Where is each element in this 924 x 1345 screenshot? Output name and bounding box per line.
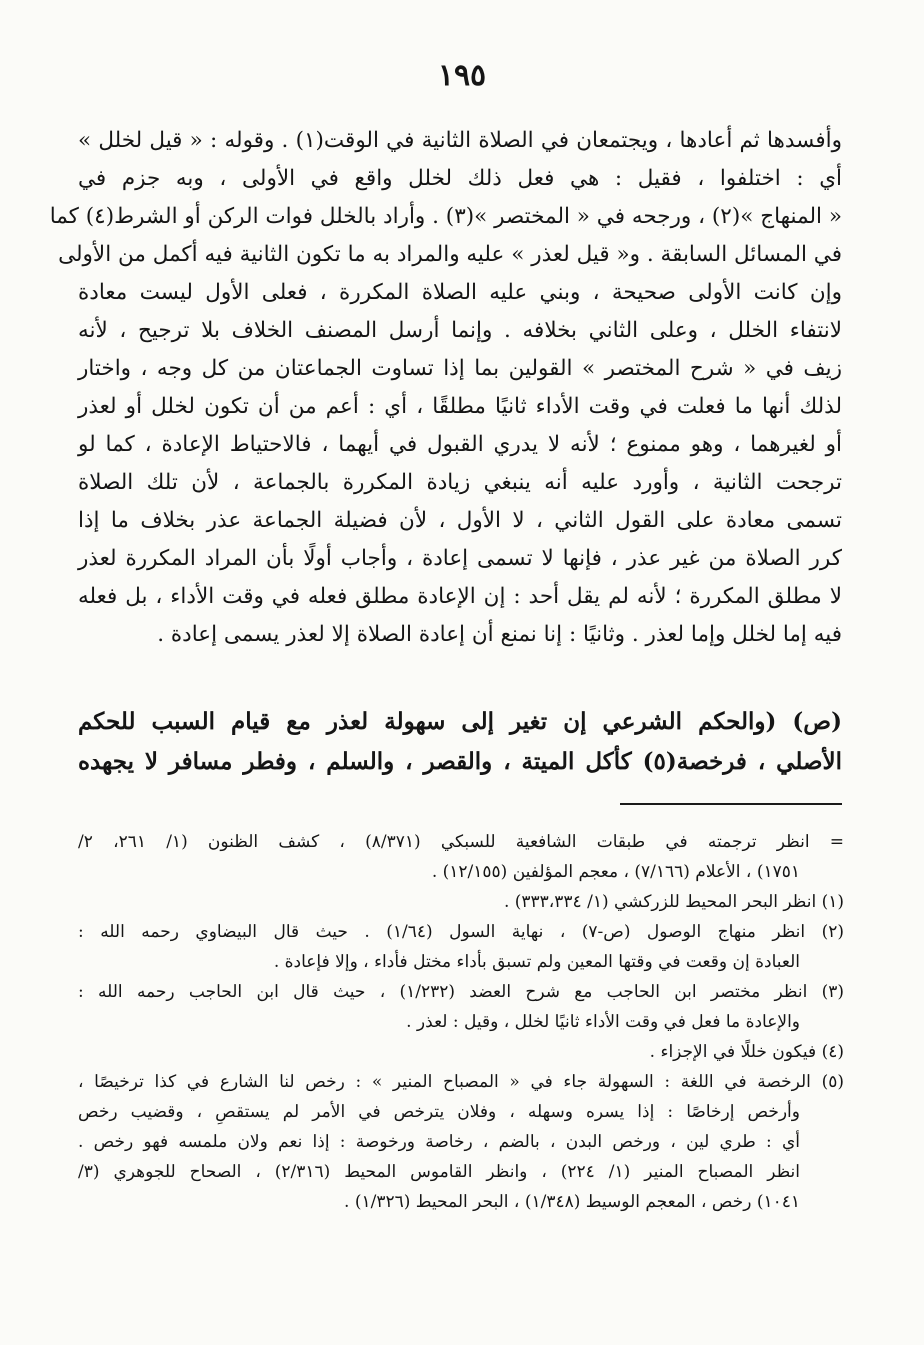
body-line: تسمى معادة على القول الثاني ، لا الأول ، لأن فضيلة الجماعة عذر بخلاف ما إذا	[78, 508, 842, 533]
footnote-line: العبادة إن وقعت في وقتها المعين ولم تسبق بأداء مختل فأداء ، وإلا فإعادة .	[273, 952, 800, 972]
page-number: ١٩٥	[437, 58, 487, 93]
body-line: « المنهاج »(٢) ، ورجحه في « المختصر »(٣) . وأراد بالخلل فوات الركن أو الشرط(٤) كما	[49, 204, 842, 229]
body-line: في المسائل السابقة . و« قيل لعذر » عليه والمراد به ما تكون الثانية فيه أكمل من الأولى	[58, 242, 842, 267]
footnotes	[78, 827, 844, 1217]
footnote-line: (١) انظر البحر المحيط للزركشي (١/ ٣٣٣،٣٣٤) .	[503, 892, 844, 912]
body-line: لا مطلق المكررة ؛ لأنه لم يقل أحد : إن الإعادة مطلق فعله في وقت الأداء ، بل فعله	[78, 584, 842, 609]
body-line: أو لغيرهما ، وهو ممنوع ؛ لأنه لا يدري القبول في أيهما ، فالاحتياط الإعادة ، كما لو	[78, 432, 842, 457]
footnote-line: وأرخص إرخاصًا : إذا يسره وسهله ، وفلان يترخص في الأمر لم يستقصِ ، وقضيب رخص	[78, 1102, 800, 1122]
footnote-line: (٥) الرخصة في اللغة : السهولة جاء في « المصباح المنير » : رخص لنا الشارع في كذا ترخيصًا ،	[78, 1072, 844, 1092]
footnote-line: (٣) انظر مختصر ابن الحاجب مع شرح العضد (١/٢٣٢) ، حيث قال ابن الحاجب رحمه الله :	[78, 982, 845, 1002]
footnote-line: أي : طري لين ، ورخص البدن ، بالضم ، رخاصة ورخوصة : إذا نعم ولان ملمسه فهو رخص .	[78, 1132, 800, 1152]
body-line: زيف في « شرح المختصر » القولين بما إذا تساوت الجماعتان من كل وجه ، واختار	[78, 356, 842, 381]
matn-line: (ص) (والحكم الشرعي إن تغير إلى سهولة لعذر مع قيام السبب للحكم	[78, 708, 842, 735]
body-line: كرر الصلاة من غير عذر ، فإنها لا تسمى إعادة ، وأجاب أولًا بأن المراد المكررة لعذر	[78, 546, 842, 571]
footnote-line: ١٧٥١) ، الأعلام (٧/١٦٦) ، معجم المؤلفين (١٢/١٥٥) .	[431, 862, 800, 882]
footnote-line: والإعادة ما فعل في وقت الأداء ثانيًا لخلل ، وقيل : لعذر .	[406, 1012, 800, 1032]
footnote-line: (٢) انظر منهاج الوصول (ص-٧) ، نهاية السول (١/٦٤) . حيث قال البيضاوي رحمه الله :	[78, 922, 844, 942]
body-line: لذلك أنها ما فعلت في وقت الأداء ثانيًا مطلقًا ، أي : أعم من أن تكون لخلل أو لعذر	[78, 394, 842, 419]
body-line: وإن كانت الأولى صحيحة ، وبني عليه الصلاة المكررة ، فعلى الأول ليست معادة	[78, 280, 842, 305]
matn-text	[78, 702, 842, 782]
footnote-line: = انظر ترجمته في طبقات الشافعية للسبكي (٨/٣٧١) ، كشف الظنون (١/ ٢٦١، ٢/	[78, 832, 844, 852]
footnote-line: ١٠٤١) رخص ، المعجم الوسيط (١/٣٤٨) ، البحر المحيط (١/٣٢٦) .	[344, 1192, 800, 1212]
footnote-line: انظر المصباح المنير (١/ ٢٢٤) ، وانظر القاموس المحيط (٢/٣١٦) ، الصحاح للجوهري (٣/	[78, 1162, 800, 1182]
body-line: وأفسدها ثم أعادها ، ويجتمعان في الصلاة الثانية في الوقت(١) . وقوله : « قيل لخلل »	[78, 128, 842, 153]
footnote-divider	[620, 803, 842, 805]
footnote-line: (٤) فيكون خللًا في الإجزاء .	[649, 1042, 844, 1062]
body-text	[49, 122, 842, 654]
body-line: ترجحت الثانية ، وأورد عليه أنه ينبغي زيادة المكررة بالجماعة ، لأن تلك الصلاة	[78, 470, 842, 495]
body-line: فيه إما لخلل وإما لعذر . وثانيًا : إنا نمنع أن إعادة الصلاة إلا لعذر يسمى إعادة .	[157, 622, 842, 647]
body-line: لانتفاء الخلل ، وعلى الثاني بخلافه . وإنما أرسل المصنف الخلاف بلا ترجيح ، لأنه	[78, 318, 842, 343]
matn-line: الأصلي ، فرخصة(٥) كأكل الميتة ، والقصر ، والسلم ، وفطر مسافر لا يجهده	[78, 748, 843, 775]
body-line: أي : اختلفوا ، فقيل : هي فعل ذلك لخلل واقع في الأولى ، وبه جزم في	[78, 166, 842, 191]
